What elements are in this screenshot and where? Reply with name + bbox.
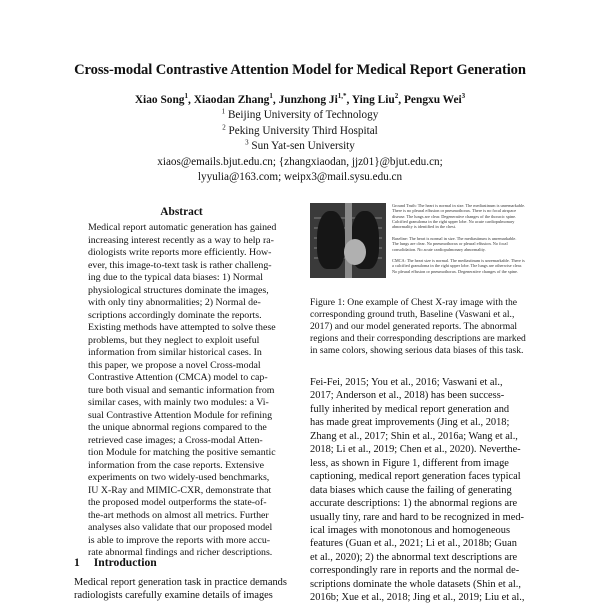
affiliation-name: Peking University Third Hospital <box>228 124 378 137</box>
abstract-line: problems, but they neglect to exploit useful <box>88 334 260 346</box>
body-line: data biases which cause the failing of generating <box>310 484 512 496</box>
body-line: 2016b; Xue et al., 2018; Jing et al., 2019; Liu et al., <box>310 592 525 604</box>
figure-report-line: CMCA: The heart size is normal. The mediastinum is unremarkable. There is <box>392 258 525 263</box>
caption-line: Figure 1: One example of Chest X-ray image with the <box>310 297 518 308</box>
abstract-line: analyses also validate that our proposed model <box>88 522 273 533</box>
abstract-line: the proposed model outperforms the state-of- <box>88 497 267 508</box>
abstract-line: information from the case reports. Extensive <box>88 459 265 471</box>
abstract-line: the unique abnormal regions compared to the <box>88 422 267 433</box>
affiliation-mark: 3 <box>245 138 249 147</box>
affiliation <box>0 108 600 124</box>
abstract-line: diologists write reports more efficiently. How- <box>88 247 272 258</box>
caption-line: in same colors, showing serious data biases of this task. <box>310 345 524 357</box>
body-line: captioning, medical report generation faces typical <box>310 471 521 483</box>
abstract-line: physiological structures dominate the images, <box>88 284 269 296</box>
abstract-line: with only tiny abnormalities; 2) Normal de- <box>88 297 261 308</box>
body-line: 2017; Anderson et al., 2018) has been success- <box>310 390 505 402</box>
abstract-line: scriptions accordingly dominate the reports. <box>88 309 262 321</box>
abstract-line: Medical report automatic generation has gained <box>88 222 277 233</box>
affiliation-mark: 2 <box>222 122 226 131</box>
abstract-line: this paper, we propose a novel Cross-modal <box>88 359 261 371</box>
caption-line: regions and their corresponding descriptions are marked <box>310 333 526 345</box>
right-column-body <box>310 376 532 605</box>
section-number: 1 <box>74 556 80 569</box>
body-line: less, as shown in Figure 1, different from image <box>310 457 509 469</box>
affiliation <box>0 139 600 155</box>
figure-report-line: Calcified granuloma in the right upper lobe. No acute cardiopulmonary <box>392 218 515 224</box>
author-affil-mark: 1 <box>269 92 273 101</box>
paper-title: Cross-modal Contrastive Attention Model for Medical Report Generation <box>74 62 526 78</box>
abstract-line: Existing methods have attempted to solve these <box>88 322 276 333</box>
body-line: accurate descriptions: 1) the abnormal regions are <box>310 498 518 510</box>
abstract-line: ever, this image-to-text task is rather challeng- <box>88 259 272 271</box>
body-line: et al., 2020); 2) the abnormal text descriptions are <box>310 551 518 563</box>
figure-report-line: Baseline: The heart is normal in size. The mediastinum is unremarkable. <box>392 236 517 241</box>
abstract-heading: Abstract <box>160 206 203 218</box>
author-affil-mark: 1,* <box>337 92 347 101</box>
body-line: Zhang et al., 2017; Shin et al., 2016a; Wang et al., <box>310 430 518 442</box>
author-name: Pengxu Wei <box>403 94 462 106</box>
affiliation-mark: 1 <box>221 107 226 116</box>
intro-line: Medical report generation task in practice demands <box>74 577 287 588</box>
figure-report-line: There is no pleural effusion or pneumothorax. There is no focal airspace <box>392 208 517 214</box>
author-separator: , <box>272 94 279 106</box>
abstract-line: ing due to the typical data biases: 1) Normal <box>88 272 263 283</box>
figure-report-line: abnormality is identified in the chest. <box>392 224 456 230</box>
figure-report-line: disease. The lungs are clear. Degenerative changes of the thoracic spine. <box>392 213 517 219</box>
email-line: lyyulia@163.com; weipx3@mail.sysu.edu.cn <box>197 171 403 183</box>
affiliation <box>0 124 600 140</box>
abstract-line: retrieved case images; a Cross-modal Atten- <box>88 434 263 446</box>
abstract-line: IU X-Ray and MIMIC-CXR, demonstrate that <box>88 484 272 496</box>
author-name: Xiaodan Zhang <box>193 94 270 106</box>
abstract-line: rate abnormal findings and richer descriptions. <box>88 547 273 558</box>
caption-line: corresponding ground truth, Baseline (Vaswani et al., <box>310 309 515 321</box>
author-affil-mark: 2 <box>394 92 399 101</box>
author-name: Ying Liu <box>351 94 395 106</box>
email-line: xiaos@emails.bjut.edu.cn; {zhangxiaodan, jjz01}@bjut.edu.cn; <box>157 155 443 168</box>
author-separator: , <box>346 94 352 106</box>
abstract-line: increasing interest recently as a way to help ra- <box>88 234 274 246</box>
body-line: features (Guan et al., 2021; Li et al., 2018b; Guan <box>310 538 517 550</box>
abstract-line: Contrastive Attention (CMCA) model to cap- <box>88 372 268 383</box>
body-line: Fei-Fei, 2015; You et al., 2016; Vaswani et al., <box>310 377 503 388</box>
figure-report-line: consolidation. No acute cardiopulmonary abnormality. <box>392 246 486 252</box>
abstract-line: tion Module for matching the positive semantic <box>88 447 276 458</box>
author-affil-mark: 1 <box>184 92 189 101</box>
figure-report-baseline <box>392 236 542 252</box>
body-line: usually tiny, rare and hard to be recognized in med- <box>310 511 524 523</box>
figure-report-line: No pleural effusion or pneumothorax. Degenerative changes of the spine. <box>392 268 519 274</box>
author-list <box>0 94 600 106</box>
author-name: Junzhong Ji <box>278 94 338 106</box>
figure-report-cmca <box>392 258 542 274</box>
abstract-line: is able to improve the reports with more accu- <box>88 534 271 546</box>
affiliation-name: Sun Yat-sen University <box>251 140 355 152</box>
abstract-body <box>88 222 280 560</box>
section-heading <box>74 556 157 569</box>
abstract-line: the-art methods on almost all metrics. Further <box>88 509 269 521</box>
figure-caption <box>310 297 532 357</box>
author-separator: , <box>188 94 194 106</box>
body-line: has made great improvements (Jing et al., 2018; <box>310 417 510 429</box>
abstract-line: similar cases, with mainly two modules: a Vi- <box>88 397 269 408</box>
section-title: Introduction <box>93 556 157 569</box>
abstract-line: ture both visual and semantic information from <box>88 384 275 396</box>
abstract-line: information from similar historical cases. In <box>88 347 262 358</box>
abstract-line: experiments on two widely-used benchmarks, <box>88 472 270 483</box>
author-separator: , <box>398 94 404 106</box>
figure-report-line: a calcified granuloma in the right upper lobe. The lungs are otherwise clear. <box>392 263 522 269</box>
intro-line: radiologists carefully examine details of images <box>74 590 273 602</box>
author-affil-mark: 3 <box>461 92 466 101</box>
body-line: ical images with monotonous and homogeneous <box>310 524 510 536</box>
figure-report-line: Ground Truth: The heart is normal in size. The mediastinum is unremarkable. <box>392 203 526 208</box>
body-line: 2018; Li et al., 2019; Chen et al., 2020). Neverthe- <box>310 444 521 456</box>
body-line: correspondingly rare in reports and the normal de- <box>310 565 520 577</box>
body-line: scriptions dominate the whole datasets (Shin et al., <box>310 578 521 590</box>
body-line: fully inherited by medical report generation and <box>310 403 510 415</box>
author-name: Xiao Song <box>134 94 185 106</box>
abstract-line: sual Contrastive Attention Module for refining <box>88 409 273 421</box>
caption-line: 2017) and our model generated reports. The abnormal <box>310 321 518 333</box>
affiliation-name: Beijing University of Technology <box>227 109 379 121</box>
figure-report-ground-truth <box>392 203 542 229</box>
figure-report-line: The lungs are clear. No pneumothorax or pleural effusion. No focal <box>392 241 508 247</box>
chest-xray-image <box>310 203 386 278</box>
intro-body <box>74 576 294 603</box>
